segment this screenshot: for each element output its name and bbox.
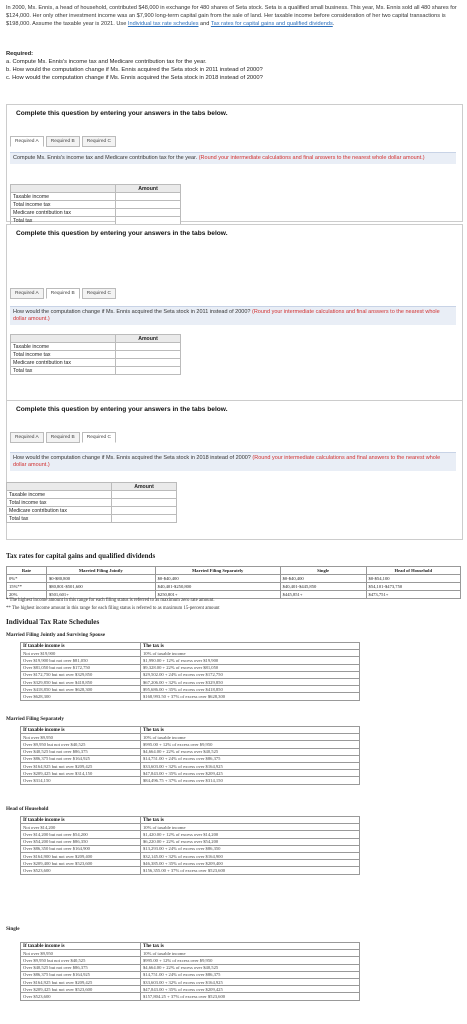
tax-rate-schedules-link[interactable]: Individual tax rate schedules bbox=[127, 21, 199, 28]
sched-cell: Over $9,950 but not over $40,525 bbox=[21, 741, 141, 748]
input-total-income-tax-a[interactable] bbox=[116, 201, 181, 209]
input-medicare-tax-b[interactable] bbox=[116, 359, 181, 367]
question-b-hint: (Round your intermediate calculations and final answers to the nearest whole dollar amount.) bbox=[13, 309, 440, 322]
row-total-tax: Total tax bbox=[11, 217, 116, 225]
sched-cell: Over $164,925 but not over $209,425 bbox=[21, 762, 141, 769]
answer-label-header bbox=[7, 483, 112, 491]
schedule-single-table bbox=[20, 942, 360, 1001]
input-taxable-income-b[interactable] bbox=[116, 343, 181, 351]
sched-cell: $14,751.00 + 24% of excess over $86,375 bbox=[141, 971, 360, 978]
schedule-hoh-table bbox=[20, 816, 360, 875]
sched-header: If taxable income is bbox=[21, 817, 141, 824]
question-c-hint: (Round your intermediate calculations and final answers to the nearest whole dollar amount.) bbox=[13, 455, 441, 468]
tab-required-c[interactable]: Required C bbox=[82, 432, 116, 443]
tab-required-c[interactable]: Required C bbox=[82, 288, 116, 299]
sched-header: If taxable income is bbox=[21, 643, 141, 650]
row-total-tax: Total tax bbox=[11, 367, 116, 375]
tab-required-a[interactable]: Required A bbox=[10, 432, 44, 443]
cg-cell: 15%** bbox=[7, 583, 47, 591]
intro-and: and bbox=[198, 21, 211, 28]
intro-end: . bbox=[332, 21, 335, 28]
sched-cell: Over $86,350 but not over $164,900 bbox=[21, 845, 141, 852]
cg-header-hoh: Head of Household bbox=[366, 567, 460, 575]
sched-header: If taxable income is bbox=[21, 943, 141, 950]
sched-cell: Over $628,300 bbox=[21, 693, 141, 700]
amount-header: Amount bbox=[116, 185, 181, 193]
cg-header-mfj: Married Filing Jointly bbox=[47, 567, 156, 575]
sched-cell: Over $523,600 bbox=[21, 867, 141, 874]
row-taxable-income: Taxable income bbox=[7, 491, 112, 499]
sched-cell: $157,804.25 + 37% of excess over $523,600 bbox=[141, 993, 360, 1000]
sched-header: If taxable income is bbox=[21, 727, 141, 734]
sched-cell: Over $14,200 but not over $54,200 bbox=[21, 831, 141, 838]
required-b: b. How would the computation change if Ms. Ennis acquired the Seta stock in 2011 instead of 2000? bbox=[6, 67, 263, 73]
question-a-text: Compute Ms. Ennis's income tax and Medicare contribution tax for the year. bbox=[13, 155, 198, 161]
input-taxable-income-a[interactable] bbox=[116, 193, 181, 201]
row-total-income-tax: Total income tax bbox=[11, 351, 116, 359]
sched-cell: Not over $9,950 bbox=[21, 734, 141, 741]
tabs-a bbox=[10, 136, 116, 147]
sched-cell: $1,990.00 + 12% of excess over $19,900 bbox=[141, 657, 360, 664]
question-c bbox=[10, 452, 456, 471]
cg-header-mfs: Married Filing Separately bbox=[155, 567, 280, 575]
sched-cell: Over $172,750 but not over $329,850 bbox=[21, 671, 141, 678]
input-total-income-tax-b[interactable] bbox=[116, 351, 181, 359]
sched-cell: Over $40,525 but not over $86,375 bbox=[21, 748, 141, 755]
cg-header-rate: Rate bbox=[7, 567, 47, 575]
cg-cell: $40,401-$250,800 bbox=[155, 583, 280, 591]
cg-cell: $40,401-$445,850 bbox=[280, 583, 366, 591]
sched-cell: Over $209,425 but not over $523,600 bbox=[21, 986, 141, 993]
schedule-single-title: Single bbox=[6, 926, 20, 932]
tab-required-c[interactable]: Required C bbox=[82, 136, 116, 147]
input-medicare-tax-c[interactable] bbox=[112, 507, 177, 515]
capital-gains-title: Tax rates for capital gains and qualified dividends bbox=[6, 552, 156, 560]
cg-cell: $0-$40,400 bbox=[155, 575, 280, 583]
cg-cell: $0-$40,400 bbox=[280, 575, 366, 583]
sched-cell: $4,664.00 + 22% of excess over $40,525 bbox=[141, 964, 360, 971]
tab-required-a[interactable]: Required A bbox=[10, 288, 44, 299]
sched-cell: Over $86,375 but not over $164,925 bbox=[21, 971, 141, 978]
amount-header: Amount bbox=[116, 335, 181, 343]
input-total-income-tax-c[interactable] bbox=[112, 499, 177, 507]
sched-cell: Over $209,400 but not over $523,600 bbox=[21, 860, 141, 867]
sched-cell: 10% of taxable income bbox=[141, 650, 360, 657]
sched-cell: $14,751.00 + 24% of excess over $86,375 bbox=[141, 755, 360, 762]
question-b bbox=[10, 306, 456, 325]
sched-cell: $1,420.00 + 12% of excess over $14,200 bbox=[141, 831, 360, 838]
sched-cell: Over $9,950 but not over $40,525 bbox=[21, 957, 141, 964]
cg-cell: $501,601+ bbox=[47, 591, 156, 599]
sched-header: The tax is bbox=[141, 943, 360, 950]
sched-cell: $33,603.00 + 32% of excess over $164,925 bbox=[141, 978, 360, 985]
input-total-tax-c[interactable] bbox=[112, 515, 177, 523]
sched-cell: $9,328.00 + 22% of excess over $81,050 bbox=[141, 664, 360, 671]
sched-cell: Over $19,900 but not over $81,050 bbox=[21, 657, 141, 664]
sched-cell: Over $314,150 bbox=[21, 777, 141, 784]
row-total-tax: Total tax bbox=[7, 515, 112, 523]
row-taxable-income: Taxable income bbox=[11, 343, 116, 351]
input-medicare-tax-a[interactable] bbox=[116, 209, 181, 217]
sched-cell: Not over $9,950 bbox=[21, 950, 141, 957]
cg-header-single: Single bbox=[280, 567, 366, 575]
cg-cell: $80,801-$501,600 bbox=[47, 583, 156, 591]
intro-text: In 2000, Ms. Ennis, a head of household, contributed $48,000 in exchange for 480 shares of Seta stock. Seta is a qualified small business. This year, Ms. Ennis sold all 480 shares for $124,000. Her only other investment income was an $7,900 long-term capital gain from the sale of land. Her taxable income before consideration of her two capital transactions is $198,000. Assume the taxable year is 2021. Use bbox=[6, 5, 457, 28]
capital-gains-table bbox=[6, 566, 461, 599]
row-taxable-income: Taxable income bbox=[11, 193, 116, 201]
sched-cell: $6,220.00 + 22% of excess over $54,200 bbox=[141, 838, 360, 845]
row-total-income-tax: Total income tax bbox=[11, 201, 116, 209]
cg-cell: $0-$80,800 bbox=[47, 575, 156, 583]
sched-cell: $156,355.00 + 37% of excess over $523,600 bbox=[141, 867, 360, 874]
input-total-tax-b[interactable] bbox=[116, 367, 181, 375]
sched-cell: Over $40,525 but not over $86,375 bbox=[21, 964, 141, 971]
sched-cell: Over $86,375 but not over $164,925 bbox=[21, 755, 141, 762]
sched-cell: $46,385.00 + 35% of excess over $209,400 bbox=[141, 860, 360, 867]
cg-cell: 20% bbox=[7, 591, 47, 599]
tabs-c bbox=[10, 432, 116, 443]
answer-label-header bbox=[11, 335, 116, 343]
sched-cell: $95,686.00 + 35% of excess over $418,850 bbox=[141, 686, 360, 693]
sched-cell: $84,496.75 + 37% of excess over $314,150 bbox=[141, 777, 360, 784]
required-c: c. How would the computation change if Ms. Ennis acquired the Seta stock in 2018 instead of 2000? bbox=[6, 75, 263, 81]
sched-cell: $32,145.00 + 32% of excess over $164,900 bbox=[141, 852, 360, 859]
sched-header: The tax is bbox=[141, 817, 360, 824]
answer-table-a bbox=[10, 184, 181, 225]
sched-cell: 10% of taxable income bbox=[141, 734, 360, 741]
answer-table-c bbox=[6, 482, 177, 523]
sched-header: The tax is bbox=[141, 643, 360, 650]
sched-cell: Over $164,925 but not over $209,425 bbox=[21, 978, 141, 985]
sched-cell: Over $523,600 bbox=[21, 993, 141, 1000]
panel-a-title: Complete this question by entering your answers in the tabs below. bbox=[16, 110, 228, 117]
question-b-text: How would the computation change if Ms. Ennis acquired the Seta stock in 2011 instead of 2000? bbox=[13, 309, 251, 315]
row-medicare-tax: Medicare contribution tax bbox=[7, 507, 112, 515]
amount-header: Amount bbox=[112, 483, 177, 491]
tab-required-b[interactable]: Required B bbox=[46, 136, 80, 147]
question-a-hint: (Round your intermediate calculations and final answers to the nearest whole dollar amount.) bbox=[198, 155, 425, 161]
sched-cell: $13,293.00 + 24% of excess over $86,350 bbox=[141, 845, 360, 852]
schedule-mfs-table bbox=[20, 726, 360, 785]
sched-cell: 10% of taxable income bbox=[141, 950, 360, 957]
sched-cell: Not over $14,200 bbox=[21, 824, 141, 831]
tab-required-b[interactable]: Required B bbox=[46, 288, 80, 299]
sched-cell: $29,502.00 + 24% of excess over $172,750 bbox=[141, 671, 360, 678]
problem-intro bbox=[6, 4, 461, 29]
capital-gains-rates-link[interactable]: Tax rates for capital gains and qualified dividends bbox=[210, 21, 333, 28]
tab-required-a[interactable]: Required A bbox=[10, 136, 44, 147]
panel-b-title: Complete this question by entering your answers in the tabs below. bbox=[16, 230, 228, 237]
input-taxable-income-c[interactable] bbox=[112, 491, 177, 499]
sched-cell: Over $164,900 but not over $209,400 bbox=[21, 852, 141, 859]
tab-required-b[interactable]: Required B bbox=[46, 432, 80, 443]
cg-cell: $250,801+ bbox=[155, 591, 280, 599]
sched-cell: $4,664.00 + 22% of excess over $40,525 bbox=[141, 748, 360, 755]
sched-cell: Over $209,425 but not over $314,150 bbox=[21, 770, 141, 777]
row-medicare-tax: Medicare contribution tax bbox=[11, 359, 116, 367]
cg-cell: $445,851+ bbox=[280, 591, 366, 599]
answer-table-b bbox=[10, 334, 181, 375]
sched-cell: $47,843.00 + 35% of excess over $209,425 bbox=[141, 986, 360, 993]
schedule-hoh-title: Head of Household bbox=[6, 806, 49, 812]
cg-cell: $0-$54,100 bbox=[366, 575, 460, 583]
cg-cell: 0%* bbox=[7, 575, 47, 583]
row-medicare-tax: Medicare contribution tax bbox=[11, 209, 116, 217]
row-total-income-tax: Total income tax bbox=[7, 499, 112, 507]
cg-cell: $54,101-$473,750 bbox=[366, 583, 460, 591]
sched-cell: Over $329,850 but not over $418,850 bbox=[21, 678, 141, 685]
cg-note-2: ** The highest income amount in this range for each filing status is referred to as maximum 15-percent amount bbox=[6, 606, 220, 611]
sched-cell: $168,993.50 + 37% of excess over $628,300 bbox=[141, 693, 360, 700]
sched-cell: Over $81,050 but not over $172,750 bbox=[21, 664, 141, 671]
sched-cell: Over $418,850 but not over $628,300 bbox=[21, 686, 141, 693]
cg-cell: $473,751+ bbox=[366, 591, 460, 599]
tabs-b bbox=[10, 288, 116, 299]
cg-note-1: * The highest income amount in this range for each filing status is referred to as maximum zero rate amount. bbox=[6, 598, 215, 603]
schedule-mfj-table bbox=[20, 642, 360, 701]
answer-label-header bbox=[11, 185, 116, 193]
sched-cell: $67,206.00 + 32% of excess over $329,850 bbox=[141, 678, 360, 685]
schedule-mfj-title: Married Filing Jointly and Surviving Spouse bbox=[6, 632, 106, 638]
sched-cell: 10% of taxable income bbox=[141, 824, 360, 831]
question-c-text: How would the computation change if Ms. Ennis acquired the Seta stock in 2018 instead of 2000? bbox=[13, 455, 251, 461]
sched-cell: $995.00 + 12% of excess over $9,950 bbox=[141, 957, 360, 964]
required-heading: Required: bbox=[6, 51, 34, 57]
required-list bbox=[6, 50, 263, 82]
schedules-title: Individual Tax Rate Schedules bbox=[6, 618, 100, 626]
sched-cell: $47,843.00 + 35% of excess over $209,425 bbox=[141, 770, 360, 777]
sched-cell: $995.00 + 12% of excess over $9,950 bbox=[141, 741, 360, 748]
question-a bbox=[10, 152, 456, 164]
panel-c-title: Complete this question by entering your answers in the tabs below. bbox=[16, 406, 228, 413]
sched-cell: $33,603.00 + 32% of excess over $164,925 bbox=[141, 762, 360, 769]
sched-header: The tax is bbox=[141, 727, 360, 734]
sched-cell: Over $54,200 but not over $86,350 bbox=[21, 838, 141, 845]
sched-cell: Not over $19,900 bbox=[21, 650, 141, 657]
schedule-mfs-title: Married Filing Separately bbox=[6, 716, 64, 722]
required-a: a. Compute Ms. Ennis's income tax and Medicare contribution tax for the year. bbox=[6, 59, 207, 65]
